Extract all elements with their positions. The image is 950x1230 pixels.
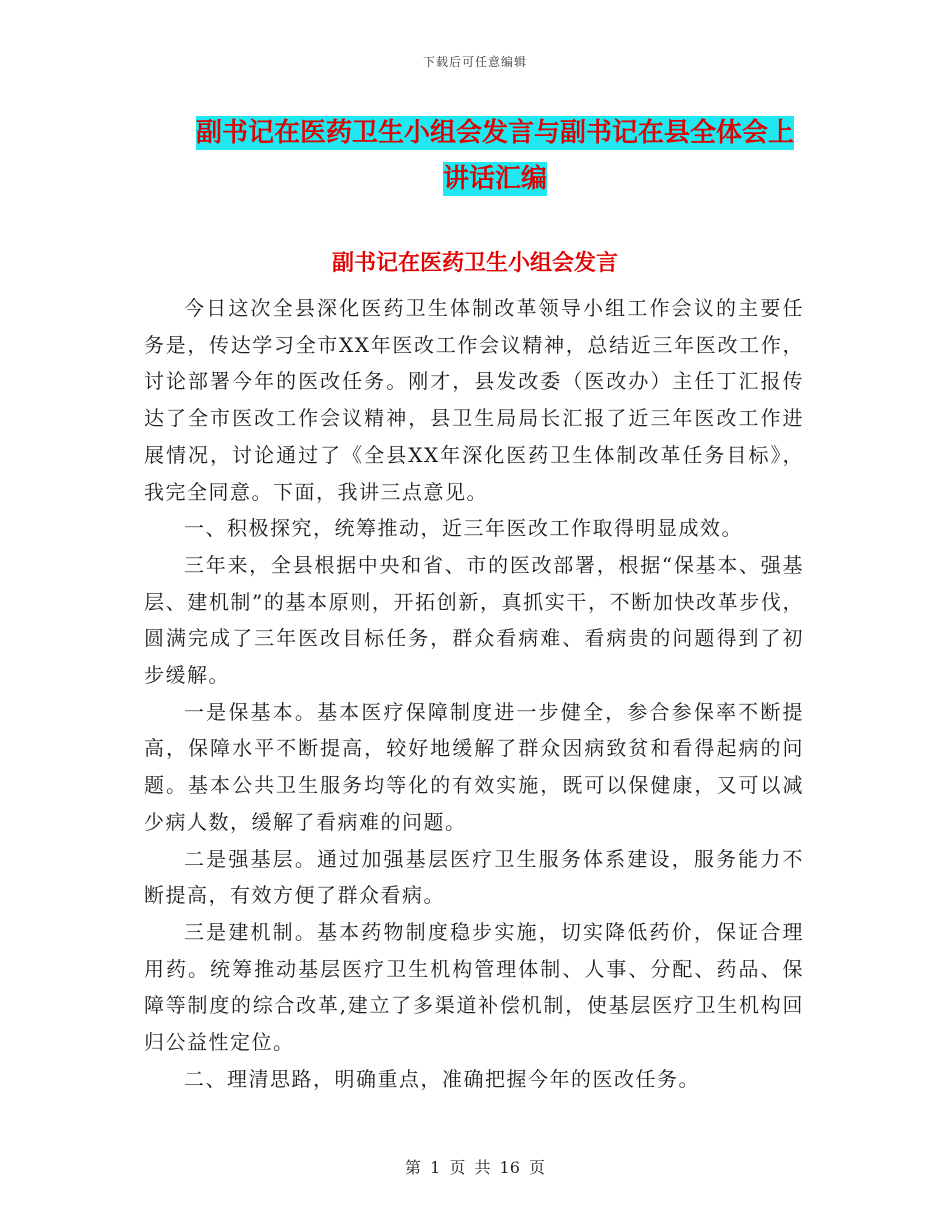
header-note: 下载后可任意编辑 [422, 55, 527, 69]
paragraph: 三年来，全县根据中央和省、市的医改部署，根据“保基本、强基层、建机制”的基本原则，开拓创新，真抓实干，不断加快改革步伐，圆满完成了三年医改目标任务，群众看病难、看病贵的问题得到了初步缓解。 [144, 552, 804, 688]
paragraph: 今日这次全县深化医药卫生体制改革领导小组工作会议的主要任务是，传达学习全市XX年医改工作会议精神，总结近三年医改工作，讨论部署今年的医改任务。刚才，县发改委（医改办）主任丁汇报传达了全市医改工作会议精神，县卫生局局长汇报了近三年医改工作进展情况，讨论通过了《全县XX年深化医药卫生体制改革任务目标》，我完全同意。下面，我讲三点意见。 [144, 296, 804, 504]
document-title [140, 110, 850, 202]
page-number-footer: 第 1 页 共 16 页 [405, 1158, 545, 1177]
paragraph: 二、理清思路，明确重点，准确把握今年的医改任务。 [184, 1066, 700, 1091]
document-title-line1: 副书记在医药卫生小组会发言与副书记在县全体会上 [195, 118, 794, 148]
paragraph: 一是保基本。基本医疗保障制度进一步健全，参合参保率不断提高，保障水平不断提高，较好地缓解了群众因病致贫和看得起病的问题。基本公共卫生服务均等化的有效实施，既可以保健康，又可以减少病人数，缓解了看病难的问题。 [144, 699, 804, 834]
paragraph: 二是强基层。通过加强基层医疗卫生服务体系建设，服务能力不断提高，有效方便了群众看病。 [144, 846, 804, 908]
paragraph: 一、积极探究，统筹推动，近三年医改工作取得明显成效。 [184, 516, 743, 541]
document-title-line2: 讲话汇编 [442, 164, 547, 194]
section-title: 副书记在医药卫生小组会发言 [331, 251, 618, 276]
body-text [144, 290, 804, 1097]
paragraph: 三是建机制。基本药物制度稳步实施，切实降低药价，保证合理用药。统筹推动基层医疗卫生机构管理体制、人事、分配、药品、保障等制度的综合改革,建立了多渠道补偿机制，使基层医疗卫生机构回归公益性定位。 [144, 919, 804, 1055]
